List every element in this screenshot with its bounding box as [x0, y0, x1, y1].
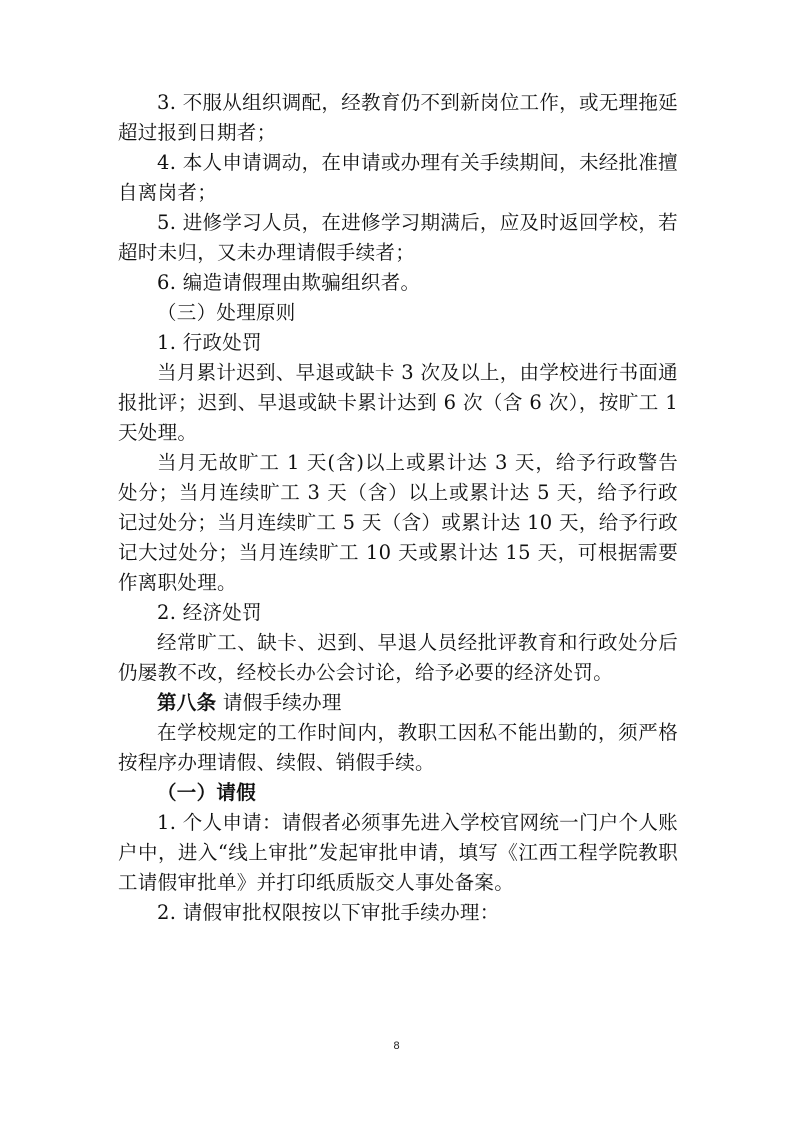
section-heading-leave: （一）请假	[157, 781, 257, 804]
page-number: 8	[393, 1040, 400, 1052]
article-8-label: 第八条	[157, 691, 217, 714]
subheading-administrative-penalty: 1. 行政处罚	[157, 331, 262, 354]
paragraph-lateness-rule: 当月累计迟到、早退或缺卡 3 次及以上，由学校进行书面通报批评；迟到、早退或缺卡累计达到 6 次（含 6 次），按旷工 1 天处理。	[118, 361, 678, 444]
article-8-heading-line	[118, 688, 678, 718]
article-8-title: 请假手续办理	[222, 691, 342, 714]
paragraph-economic-penalty: 经常旷工、缺卡、迟到、早退人员经批评教育和行政处分后仍屡教不改，经校长办公会讨论，给予必要的经济处罚。	[118, 631, 678, 684]
section-heading-principles: （三）处理原则	[157, 301, 296, 324]
subheading-economic-penalty: 2. 经济处罚	[157, 601, 262, 624]
paragraph-item-5: 5. 进修学习人员，在进修学习期满后，应及时返回学校，若超时未归，又未办理请假手续者；	[118, 211, 678, 264]
leave-item-1: 1. 个人申请：请假者必须事先进入学校官网统一门户个人账户中，进入“线上审批”发起审批申请，填写《江西工程学院教职工请假审批单》并打印纸质版交人事处备案。	[118, 811, 678, 894]
paragraph-absenteeism-rule: 当月无故旷工 1 天(含)以上或累计达 3 天，给予行政警告处分；当月连续旷工 3 天（含）以上或累计达 5 天，给予行政记过处分；当月连续旷工 5 天（含）或累计达 10 天，给予行政记大过处分；当月连续旷工 10 天或累计达 15 天，可根据需要作离职处理。	[118, 451, 678, 594]
leave-item-2: 2. 请假审批权限按以下审批手续办理：	[157, 901, 500, 924]
article-8-intro: 在学校规定的工作时间内，教职工因私不能出勤的，须严格按程序办理请假、续假、销假手续。	[118, 721, 678, 774]
paragraph-item-6: 6. 编造请假理由欺骗组织者。	[157, 271, 421, 294]
document-body	[118, 88, 678, 928]
paragraph-item-3: 3. 不服从组织调配，经教育仍不到新岗位工作，或无理拖延超过报到日期者；	[118, 91, 678, 144]
paragraph-item-4: 4. 本人申请调动，在申请或办理有关手续期间，未经批准擅自离岗者；	[118, 151, 678, 204]
